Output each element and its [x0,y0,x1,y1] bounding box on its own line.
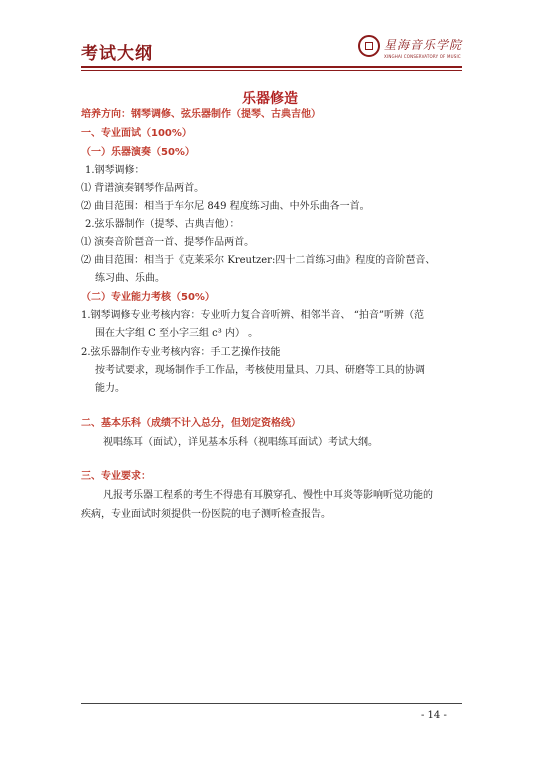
logo-text: 星海音乐学院 [384,38,463,52]
list-item: ⑴ 演奏音阶琶音一首、提琴作品两首。 [81,237,255,248]
section-1-heading: 一、专业面试（100%） [81,128,192,139]
list-item: ⑴ 背谱演奏钢琴作品两首。 [81,183,205,194]
seal-icon [358,35,380,57]
section-3-heading: 三、专业要求： [81,471,151,482]
paragraph-continued: 疾病，专业面试时须提供一份医院的电子测听检查报告。 [81,509,331,520]
list-item-continued: 练习曲、乐曲。 [95,273,165,284]
list-item: 按考试要求，现场制作手工作品，考核使用量具、刀具、研磨等工具的协调 [95,365,425,376]
list-item-continued: 能力。 [95,383,125,394]
subsection-1b-heading: （二）专业能力考核（50%） [81,292,215,303]
section-2-heading: 二、基本乐科（成绩不计入总分，但划定资格线） [81,418,301,429]
list-item: ⑵ 曲目范围：相当于车尔尼 849 程度练习曲、中外乐曲各一首。 [81,201,370,212]
header-title: 考试大纲 [81,44,153,64]
list-item: 1.钢琴调修专业考核内容：专业听力复合音听辨、相邻半音、 “拍音”听辨（范 [81,310,424,321]
list-item: ⑵ 曲目范围：相当于《克莱采尔 Kreutzer:四十二首练习曲》程度的音阶琶音、 [81,255,436,266]
paragraph: 凡报考乐器工程系的考生不得患有耳膜穿孔、慢性中耳炎等影响听觉功能的 [103,490,433,501]
header-rule [81,66,462,68]
list-item: 2.弦乐器制作专业考核内容：手工艺操作技能 [81,347,281,358]
header-rule-thin [81,70,462,71]
subsection-1a-heading: （一）乐器演奏（50%） [81,147,195,158]
school-logo [358,35,462,67]
paragraph: 视唱练耳（面试），详见基本乐科（视唱练耳面试）考试大纲。 [103,437,378,448]
page-title: 乐器修造 [242,91,298,107]
page-number: - 14 - [421,710,447,721]
footer-rule [81,703,462,704]
training-direction: 培养方向：钢琴调修、弦乐器制作（提琴、古典吉他） [81,109,321,120]
list-item: 2.弦乐器制作（提琴、古典吉他）： [85,219,240,230]
list-item-continued: 围在大字组 C 至小字三组 c³ 内） 。 [95,328,259,339]
logo-subtext: XINGHAI CONSERVATORY OF MUSIC [384,54,461,59]
list-item: 1.钢琴调修： [85,165,145,176]
